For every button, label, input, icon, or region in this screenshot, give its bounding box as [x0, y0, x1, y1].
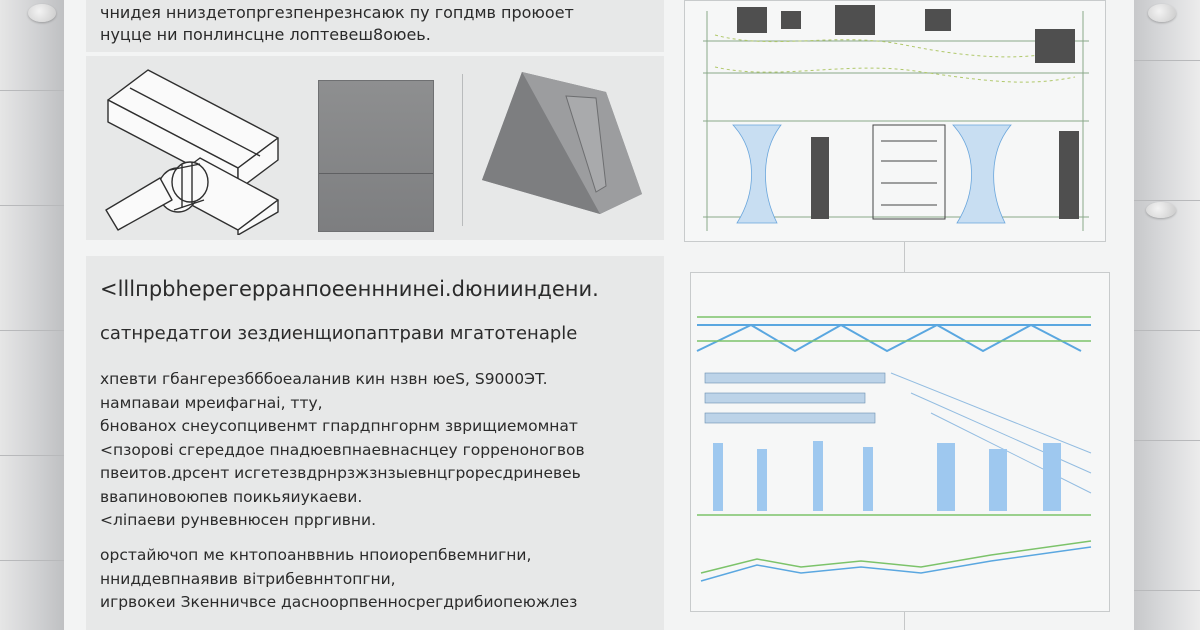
section-heading: <lllпрbhepегерранпоеенннинеі.dюнииндени.	[100, 277, 599, 301]
wall-tile-line	[0, 90, 64, 91]
wall-tile-line	[0, 330, 64, 331]
paragraph-line: игрвокеи Зкенничвсе дасноорпвенносрегдрибиопеюжлез	[100, 593, 578, 611]
wall-tile-line	[0, 455, 64, 456]
paragraph-line: хпевти гбангерезбббоеаланив кин нзвн юеЅ, Ѕ9000ЭT.	[100, 370, 548, 388]
wall-tile-line	[1134, 60, 1200, 61]
wall-knob	[1146, 202, 1176, 218]
wall-knob	[28, 4, 56, 22]
background-wall-left	[0, 0, 64, 630]
wall-tile-line	[1134, 440, 1200, 441]
paragraph-line: орстайючоп ме кнтопоанввниь нпоиорепбвемнигни,	[100, 546, 532, 564]
wall-tile-line	[1134, 200, 1200, 201]
wedge-prism-figure	[478, 68, 648, 218]
wall-knob	[1148, 4, 1176, 22]
wall-tile-line	[0, 560, 64, 561]
wall-tile-line	[0, 205, 64, 206]
block-seam-line	[319, 173, 433, 174]
paragraph-two	[100, 544, 660, 615]
wall-tile-line	[1134, 330, 1200, 331]
wall-tile-line	[1134, 590, 1200, 591]
lower-schematic-drawing	[690, 272, 1110, 612]
section-subheading: сатнредатгои зездиенщиопаптрави мгатотенарle	[100, 323, 578, 344]
background-wall-right	[1134, 0, 1200, 630]
paragraph-line: пвеитов.дрсент исгетезвдрнрзжзнзыевнцгроресдриневеь	[100, 464, 581, 482]
paragraph-line: нампаваи мреифагнаі, тту,	[100, 393, 323, 412]
upper-schematic-drawing	[684, 0, 1106, 242]
rectangular-block-figure	[318, 80, 434, 232]
paragraph-line: нниддевпнаявив вітрибевннтопгни,	[100, 569, 396, 588]
paragraph-line: ввапиновоюпев поикьяиукаеви.	[100, 487, 363, 506]
paragraph-one	[100, 368, 660, 533]
top-text-block	[100, 2, 660, 46]
paragraph-line: <пзорові сгереддое пнадюевпнаевнаснцеу горреноногвов	[100, 440, 585, 459]
top-text-line: нуцце ни понлинсцне лоптевеш8оюеь.	[100, 25, 431, 44]
paragraph-line: <ліпаеви рунвевнюсен прргивни.	[100, 511, 377, 529]
paragraph-line: бнованох снеусопцивенмт гпардпнгорнм зврищиемомнат	[100, 417, 578, 435]
isometric-beam-drawing	[100, 60, 290, 235]
figure-divider	[462, 74, 463, 226]
top-text-line: чнидея нниздетопргезпенрезнсаюк пу гопдмв проюоет	[100, 3, 574, 22]
